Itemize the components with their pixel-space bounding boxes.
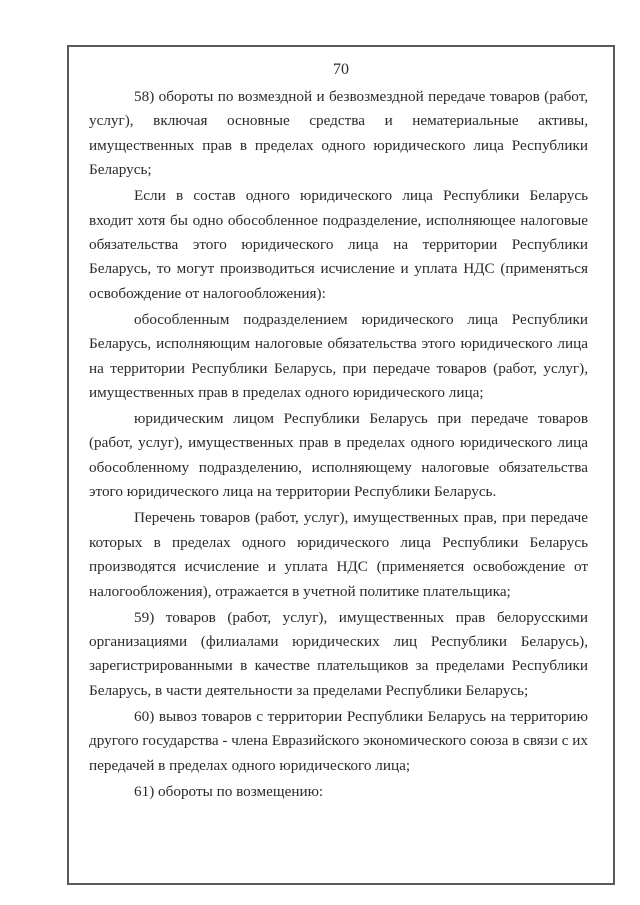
page-number: 70	[333, 61, 349, 78]
paragraph-separate-division: Если в состав одного юридического лица Республики Беларусь входит хотя бы одно обособленное подразделение, исполняющее налоговые обязательства этого юридического лица на территории Республики Беларусь, то могут производиться исчисление и уплата НДС (применяться освобождение от налогообложения):	[89, 187, 588, 302]
paragraph-60: 60) вывоз товаров с территории Республики Беларусь на территорию другого государства - члена Евразийского экономического союза в связи с их передачей в пределах одного юридического лица;	[89, 707, 588, 774]
document-body	[89, 85, 588, 806]
paragraph-59: 59) товаров (работ, услуг), имущественных прав белорусскими организациями (филиалами юридических лиц Республики Беларусь), зарегистрированными в качестве плательщиков за пределами Республики Беларусь, в части деятельности за пределами Республики Беларусь;	[89, 608, 588, 699]
paragraph-accounting-policy: Перечень товаров (работ, услуг), имущественных прав, при передаче которых в пределах одного юридического лица Республики Беларусь производятся исчисление и уплата НДС (применяется освобождение от налогообложения), отражается в учетной политике плательщика;	[89, 509, 588, 600]
paragraph-legal-entity-transfer: юридическим лицом Республики Беларусь при передаче товаров (работ, услуг), имущественных прав в пределах одного юридического лица обособленному подразделению, исполняющему налоговые обязательства этого юридического лица на территории Республики Беларусь.	[89, 410, 588, 501]
paragraph-58: 58) обороты по возмездной и безвозмездной передаче товаров (работ, услуг), включая основные средства и нематериальные активы, имущественных прав в пределах одного юридического лица Республики Беларусь;	[89, 88, 588, 179]
paragraph-61: 61) обороты по возмещению:	[134, 782, 324, 800]
document-page	[67, 45, 615, 885]
paragraph-division-transfer: обособленным подразделением юридического лица Республики Беларусь, исполняющим налоговые обязательства этого юридического лица на территории Республики Беларусь, при передаче товаров (работ, услуг), имущественных прав в пределах одного юридического лица;	[89, 310, 588, 402]
